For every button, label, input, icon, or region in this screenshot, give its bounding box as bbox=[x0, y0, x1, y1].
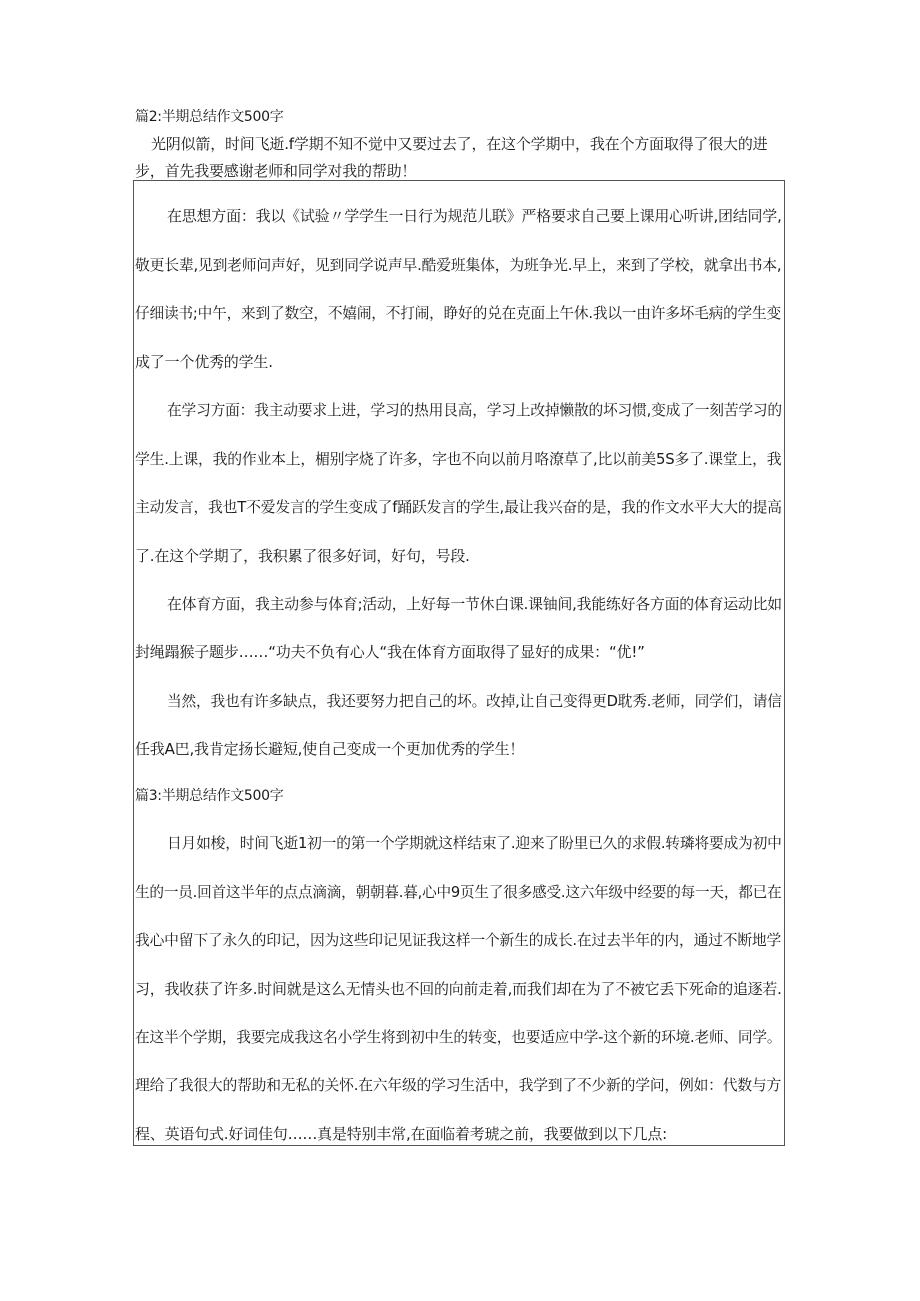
essay2-body-line: 在体育方面，我主动参与体育;活动，上好每一节休白课.课铀间,我能练好各方面的体育运动比如 bbox=[167, 595, 782, 613]
essay2-body-line: 任我A巴,我肯定扬长避短,使自己变成一个更加优秀的学生！ bbox=[135, 740, 525, 758]
essay2-body-line: 封绳蹋猴子题步……“功夫不负有心人“我在体育方面取得了显好的成果：“优!” bbox=[135, 643, 645, 661]
essay3-body-line: 程、英语句式.好词佳句……真是特别丰常,在面临着考琥之前，我要做到以下几点: bbox=[135, 1125, 667, 1143]
text-frame-border bbox=[133, 180, 785, 1146]
essay2-title: 篇2:半期总结作文500字 bbox=[135, 109, 284, 125]
essay2-body-line: 当然，我也有许多缺点，我还要努力把自己的坏。改掉,让自己变得更D耽秀.老师，同学们，请信 bbox=[167, 693, 782, 710]
essay3-body-line: 生的一员.回首这半年的点点滴滴，朝朝暮.暮,心中9页生了很多感受.这六年级中经要的每一天，都已在 bbox=[135, 884, 782, 901]
essay2-body-line: 学生.上课，我的作业本上，楣别字烧了许多，字也不向以前月咯潦草了,比以前美5S多了.课堂上，我 bbox=[135, 451, 782, 468]
essay3-body-line: 日月如梭，时间飞逝1初一的第一个学期就这样结束了.迎来了盼里已久的求假.转璘将要成为初中 bbox=[167, 835, 782, 852]
essay3-body-line: 我心中留下了永久的印记，因为这些印记见证我这样一个新生的成长.在过去半年的内，通过不断地学 bbox=[135, 932, 782, 949]
essay2-body-line: 仔细读书;中午，来到了数空，不嬉闹，不打闹，睁好的兑在克面上午休.我以一由许多坏毛病的学生变 bbox=[135, 305, 781, 322]
essay2-intro-line: 步，首先我要感谢老师和同学对我的帮助！ bbox=[135, 162, 417, 180]
essay2-body-line: 成了一个优秀的学生. bbox=[135, 353, 273, 371]
essay2-body-line: 主动发言，我也T不爱发言的学生变成了f踊跃发言的学生,最让我兴奋的是，我的作文水平大大的提高 bbox=[135, 499, 782, 516]
essay2-intro-line: 光阴似箭，时间飞逝.f学期不知不觉中又要过去了，在这个学期中，我在个方面取得了很大的进 bbox=[151, 135, 768, 153]
essay3-body-line: 理给了我很大的帮助和无私的关怀.在六年级的学习生活中，我学到了不少新的学问，例如：代数与方 bbox=[135, 1077, 782, 1094]
essay2-body-line: 了.在这个学期了，我积累了很多好词，好句，号段. bbox=[135, 547, 470, 565]
essay2-body-line: 在思想方面：我以《试验〃学学生一日行为规范儿联》严格要求自己要上课用心听讲,团结同学, bbox=[167, 207, 782, 225]
essay3-body-line: 习，我收获了许多.时间就是这么无情头也不回的向前走着,而我们却在为了不被它丢下死命的追逐若. bbox=[135, 980, 782, 998]
essay2-body-line: 在学习方面：我主动要求上进，学习的热用艮高，学习上改掉懒散的坏习惯,变成了一刻苦学习的 bbox=[167, 402, 782, 419]
essay3-title: 篇3:半期总结作文500字 bbox=[135, 788, 284, 804]
essay2-body-line: 敬更长辈,见到老师问声好，见到同学说声早.酷爱班集体，为班争光.早上，来到了学校，就拿出书本, bbox=[135, 257, 782, 274]
essay3-body-line: 在这半个学期，我要完成我这名小学生将到初中生的转变，也要适应中学-这个新的环境.老师、同学。 bbox=[135, 1029, 782, 1046]
